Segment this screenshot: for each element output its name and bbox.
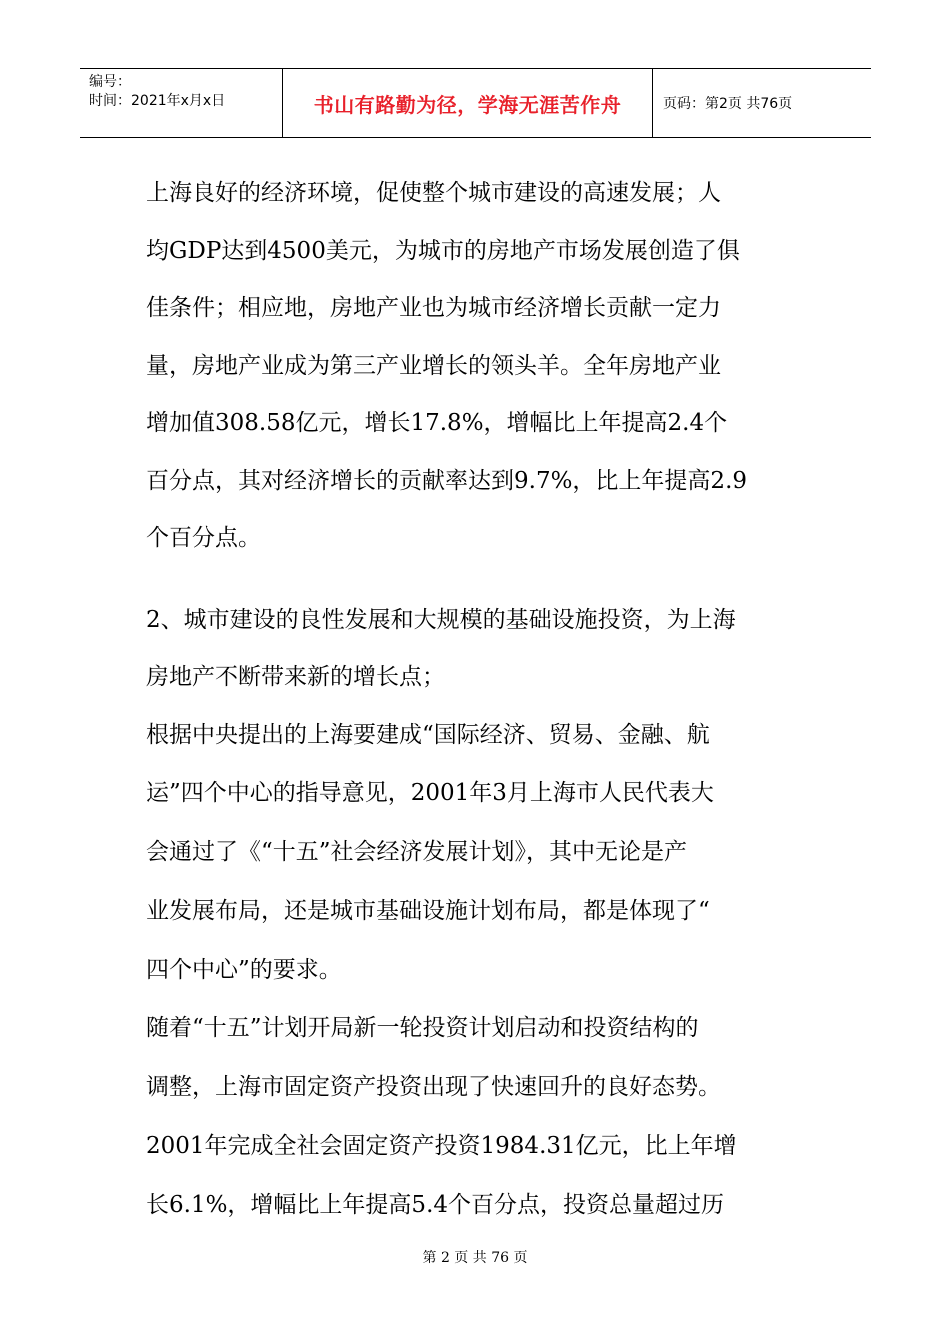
text-line: 运”四个中心的指导意见，2001年3月上海市人民代表大 — [146, 780, 714, 807]
text-line: 百分点，其对经济增长的贡献率达到9.7%，比上年提高2.9 — [146, 467, 748, 494]
text-line: 根据中央提出的上海要建成“国际经济、贸易、金融、航 — [146, 721, 710, 748]
text-line: 长6.1%，增幅比上年提高5.4个百分点，投资总量超过历 — [146, 1191, 725, 1218]
header-motto-cell — [283, 69, 653, 137]
header-page-cell — [653, 69, 871, 137]
text-line: 调整，上海市固定资产投资出现了快速回升的良好态势。 — [146, 1074, 721, 1101]
text-line: 2001年完成全社会固定资产投资1984.31亿元，比上年增 — [146, 1133, 737, 1160]
text-line: 业发展布局，还是城市基础设施计划布局，都是体现了“ — [146, 897, 710, 924]
header-meta-cell — [80, 69, 283, 137]
text-line: 量，房地产业成为第三产业增长的领头羊。全年房地产业 — [146, 352, 721, 379]
text-line: 个百分点。 — [146, 525, 261, 551]
paragraph-investment — [146, 1005, 814, 1240]
document-number-label: 编号： — [89, 74, 131, 90]
paragraph-four-centers — [146, 712, 814, 1006]
paragraph-section-heading — [146, 597, 814, 712]
text-line: 房地产不断带来新的增长点； — [146, 664, 445, 690]
footer-page-number: 第 2 页 共 76 页 — [422, 1250, 528, 1266]
text-line: 上海良好的经济环境，促使整个城市建设的高速发展；人 — [146, 180, 721, 206]
text-line: 四个中心”的要求。 — [146, 956, 342, 983]
paragraph-economy — [146, 170, 814, 573]
header-motto: 书山有路勤为径，学海无涯苦作舟 — [313, 92, 622, 117]
document-body — [146, 170, 814, 1241]
document-time-label: 时间：2021年x月x日 — [89, 93, 226, 109]
page-header — [80, 68, 871, 138]
text-line: 会通过了《“十五”社会经济发展计划》，其中无论是产 — [146, 839, 688, 866]
text-line: 增加值308.58亿元，增长17.8%，增幅比上年提高2.4个 — [146, 410, 728, 436]
text-line: 均GDP达到4500美元，为城市的房地产市场发展创造了俱 — [146, 237, 740, 264]
text-line: 随着“十五”计划开局新一轮投资计划启动和投资结构的 — [146, 1015, 699, 1042]
page-footer — [0, 1247, 950, 1267]
header-page-info: 页码：第2页 共76页 — [663, 96, 793, 112]
text-line: 佳条件；相应地，房地产业也为城市经济增长贡献一定力 — [146, 295, 721, 321]
text-line: 2、城市建设的良性发展和大规模的基础设施投资，为上海 — [146, 606, 736, 633]
